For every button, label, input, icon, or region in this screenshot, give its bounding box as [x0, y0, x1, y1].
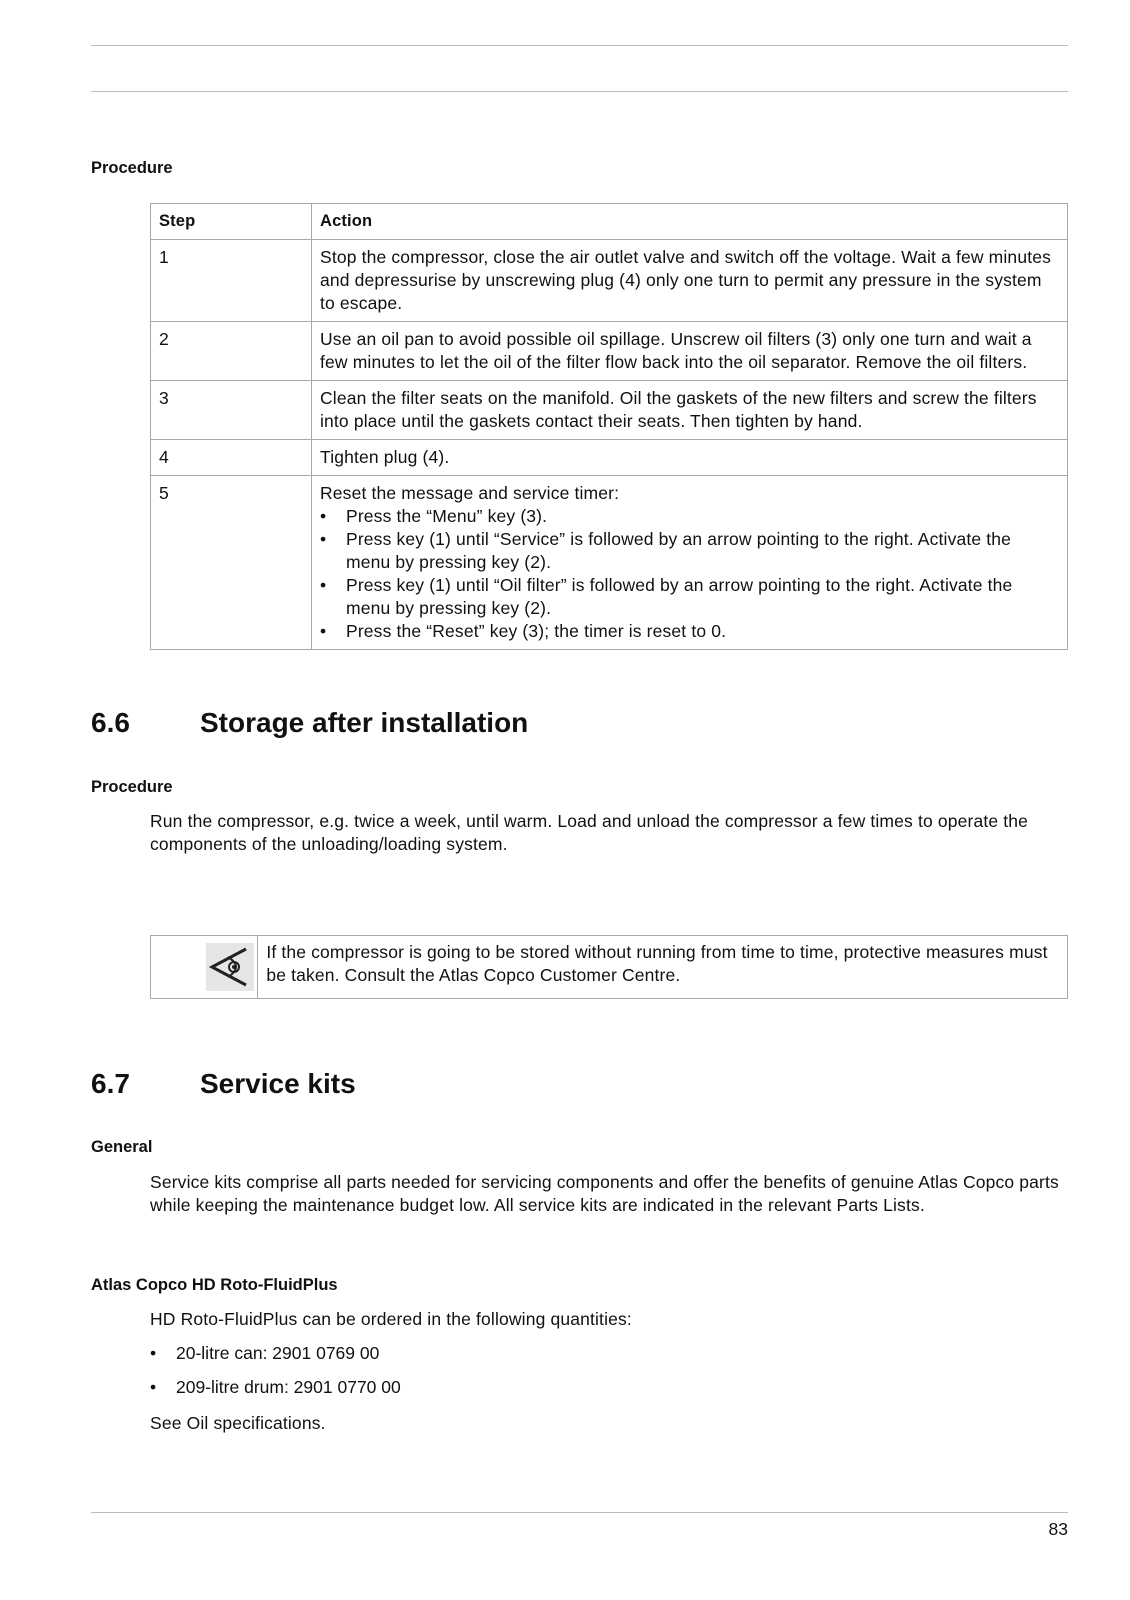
step-action: Clean the filter seats on the manifold. Oil the gaskets of the new filters and screw the filters into place until the gaskets contact their seats. Then tighten by hand.: [312, 381, 1068, 440]
table-row: [151, 440, 1068, 476]
step-header: Step: [151, 204, 312, 240]
section-title: Service kits: [200, 1068, 356, 1099]
oil-quantity-list: [150, 1343, 379, 1366]
section-heading-6-7: [91, 1068, 356, 1100]
list-item: • Press key (1) until “Oil filter” is followed by an arrow pointing to the right. Activate the menu by pressing key (2).: [320, 574, 1059, 620]
list-item: • 20-litre can: 2901 0769 00: [150, 1343, 379, 1366]
procedure-label: Procedure: [91, 159, 173, 177]
list-item: • Press key (1) until “Service” is followed by an arrow pointing to the right. Activate the menu by pressing key (2).: [320, 528, 1059, 574]
top-rule-1: [91, 45, 1068, 46]
step-number: 3: [151, 381, 312, 440]
oil-label: Atlas Copco HD Roto-FluidPlus: [91, 1276, 338, 1294]
section-number: 6.7: [91, 1068, 130, 1099]
list-item: • Press the “Reset” key (3); the timer is reset to 0.: [320, 620, 1059, 643]
eye-warning-icon: [206, 943, 254, 991]
general-label: General: [91, 1138, 153, 1156]
storage-text: Run the compressor, e.g. twice a week, until warm. Load and unload the compressor a few times to operate the components of the unloading/loading system.: [150, 811, 1029, 854]
note-icon-cell: [151, 936, 258, 998]
procedure-label: Procedure: [91, 778, 173, 796]
step-action: Tighten plug (4).: [312, 440, 1068, 476]
top-rule-2: [91, 91, 1068, 92]
oil-quantity-list: [150, 1377, 401, 1400]
list-item: • Press the “Menu” key (3).: [320, 505, 1059, 528]
table-row: [151, 322, 1068, 381]
section-heading-6-6: [91, 707, 528, 739]
see-oil-specs: See Oil specifications.: [150, 1413, 326, 1433]
list-item: • 209-litre drum: 2901 0770 00: [150, 1377, 401, 1400]
section-number: 6.6: [91, 707, 130, 738]
step-number: 2: [151, 322, 312, 381]
step-action: Use an oil pan to avoid possible oil spillage. Unscrew oil filters (3) only one turn and wait a few minutes to let the oil of the filter flow back into the oil separator. Remove the oil filters.: [312, 322, 1068, 381]
step-action-bullets: [320, 505, 1059, 643]
procedure-table: [150, 203, 1068, 650]
general-text: Service kits comprise all parts needed for servicing components and offer the benefits of genuine Atlas Copco parts while keeping the maintenance budget low. All service kits are indicated in the relevant Parts Lists.: [150, 1172, 1059, 1215]
step-action: [312, 476, 1068, 650]
step-action-intro: Reset the message and service timer:: [320, 483, 620, 503]
note-text: If the compressor is going to be stored without running from time to time, protective measures must be taken. Consult the Atlas Copco Customer Centre.: [266, 942, 1048, 985]
step-action: Stop the compressor, close the air outlet valve and switch off the voltage. Wait a few minutes and depressurise by unscrewing plug (4) only one turn to permit any pressure in the system to escape.: [312, 240, 1068, 322]
section-title: Storage after installation: [200, 707, 529, 738]
action-header: Action: [312, 204, 1068, 240]
note-box: [150, 935, 1068, 999]
table-header-row: [151, 204, 1068, 240]
step-number: 4: [151, 440, 312, 476]
table-row: [151, 381, 1068, 440]
page-number: 83: [1048, 1519, 1068, 1539]
step-number: 1: [151, 240, 312, 322]
step-number: 5: [151, 476, 312, 650]
table-row: [151, 240, 1068, 322]
oil-intro: HD Roto-FluidPlus can be ordered in the following quantities:: [150, 1309, 632, 1329]
bottom-rule: [91, 1512, 1068, 1513]
table-row: [151, 476, 1068, 650]
